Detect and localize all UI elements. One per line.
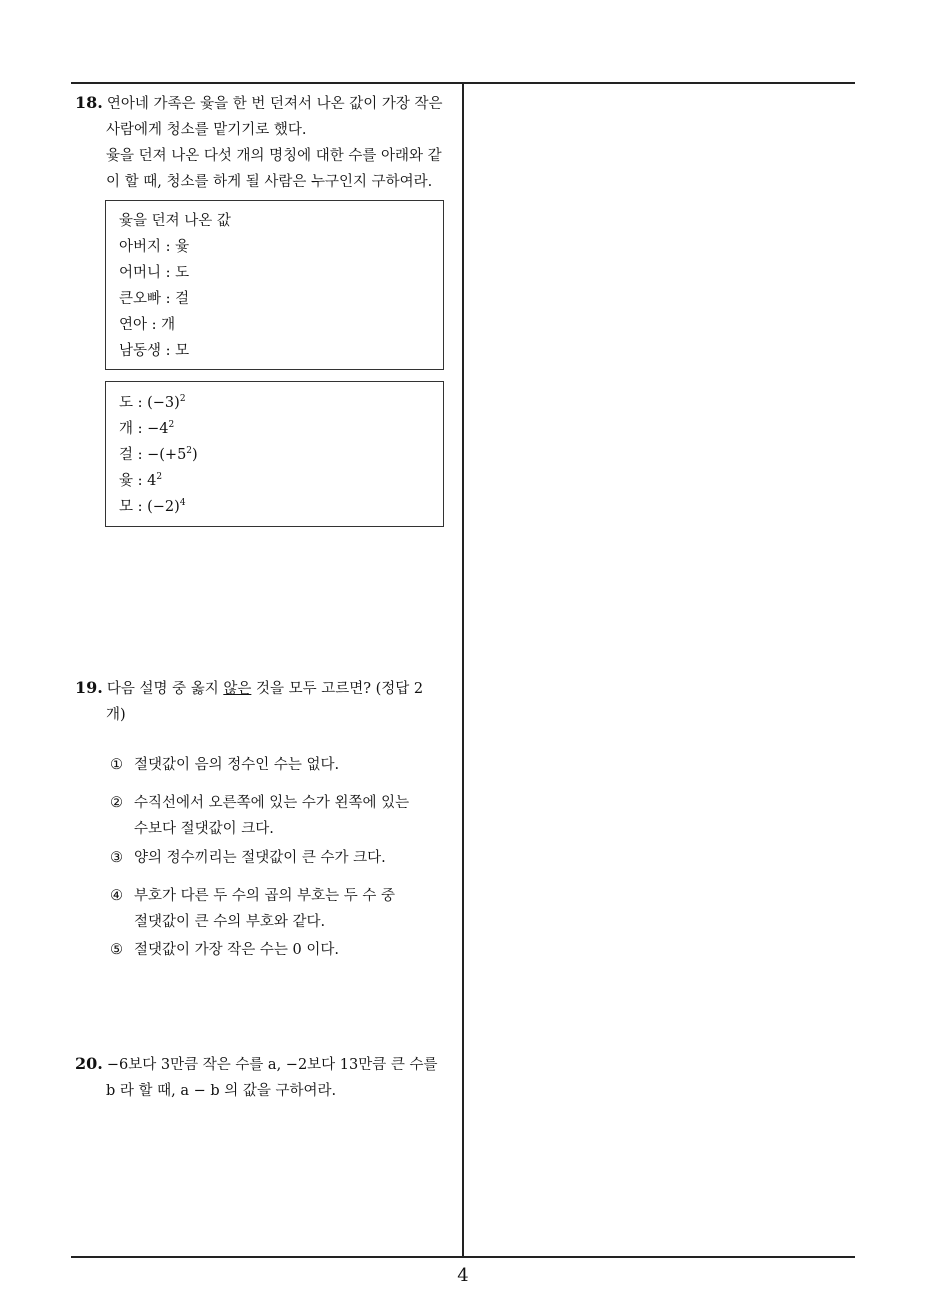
choice-4: ④ 부호가 다른 두 수의 곱의 부호는 두 수 중 절댓값이 큰 수의 부호와 같다. xyxy=(110,883,460,935)
choice-marker: ① xyxy=(110,757,123,773)
yut-results-box xyxy=(105,200,444,370)
question-20-line-1: 20. −6보다 3만큼 작은 수를 a, −2보다 13만큼 큰 수를 xyxy=(75,1054,438,1073)
value-row-yut: 윷 : $4^2$ xyxy=(119,472,163,489)
question-19-line-2: 개) xyxy=(106,707,126,723)
box-row: 연아 : 개 xyxy=(119,317,176,333)
choice-marker: ⑤ xyxy=(110,942,123,958)
question-18-line-4: 이 할 때, 청소를 하게 될 사람은 누구인지 구하여라. xyxy=(106,174,433,190)
box-row: 아버지 : 윷 xyxy=(119,239,190,255)
value-row-gae: 개 : $-4^2$ xyxy=(119,420,175,437)
yut-values-box xyxy=(105,381,444,527)
question-18-line-1: 18. 연아네 가족은 윷을 한 번 던져서 나온 값이 가장 작은 xyxy=(75,93,443,112)
column-divider xyxy=(462,82,464,1257)
box-row: 어머니 : 도 xyxy=(119,265,190,281)
question-number: 18. xyxy=(75,93,103,112)
underlined-word: 않은 xyxy=(223,681,252,697)
question-number: 20. xyxy=(75,1054,103,1073)
value-row-geol: 걸 : $-(+5^2)$ xyxy=(119,446,198,463)
box-row: 남동생 : 모 xyxy=(119,343,190,359)
box-title: 윷을 던져 나온 값 xyxy=(119,213,231,229)
choice-marker: ④ xyxy=(110,888,123,904)
question-number: 19. xyxy=(75,678,103,697)
question-20 xyxy=(75,1051,460,1104)
question-18-line-3: 윷을 던져 나온 다섯 개의 명칭에 대한 수를 아래와 같 xyxy=(106,148,442,164)
choice-marker: ③ xyxy=(110,850,123,866)
question-19 xyxy=(75,675,460,728)
choice-2: ② 수직선에서 오른쪽에 있는 수가 왼쪽에 있는 수보다 절댓값이 크다. xyxy=(110,790,460,842)
box-row: 큰오빠 : 걸 xyxy=(119,291,190,307)
bottom-rule xyxy=(71,1256,855,1258)
question-18-line-2: 사람에게 청소를 맡기기로 했다. xyxy=(106,122,307,138)
choice-1: ① 절댓값이 음의 정수인 수는 없다. xyxy=(110,752,460,778)
page-number: 4 xyxy=(457,1265,469,1286)
value-row-mo: 모 : $(-2)^4$ xyxy=(119,498,186,515)
choice-marker: ② xyxy=(110,795,123,811)
value-row-do: 도 : $(-3)^2$ xyxy=(119,394,186,411)
choice-3: ③ 양의 정수끼리는 절댓값이 큰 수가 크다. xyxy=(110,845,460,871)
question-19-line-1: 19. 다음 설명 중 옳지 않은 것을 모두 고르면? (정답 2 xyxy=(75,678,424,697)
question-20-line-2: b 라 할 때, a − b 의 값을 구하여라. xyxy=(106,1083,337,1099)
question-18 xyxy=(75,90,460,195)
choice-5: ⑤ 절댓값이 가장 작은 수는 0 이다. xyxy=(110,937,460,963)
